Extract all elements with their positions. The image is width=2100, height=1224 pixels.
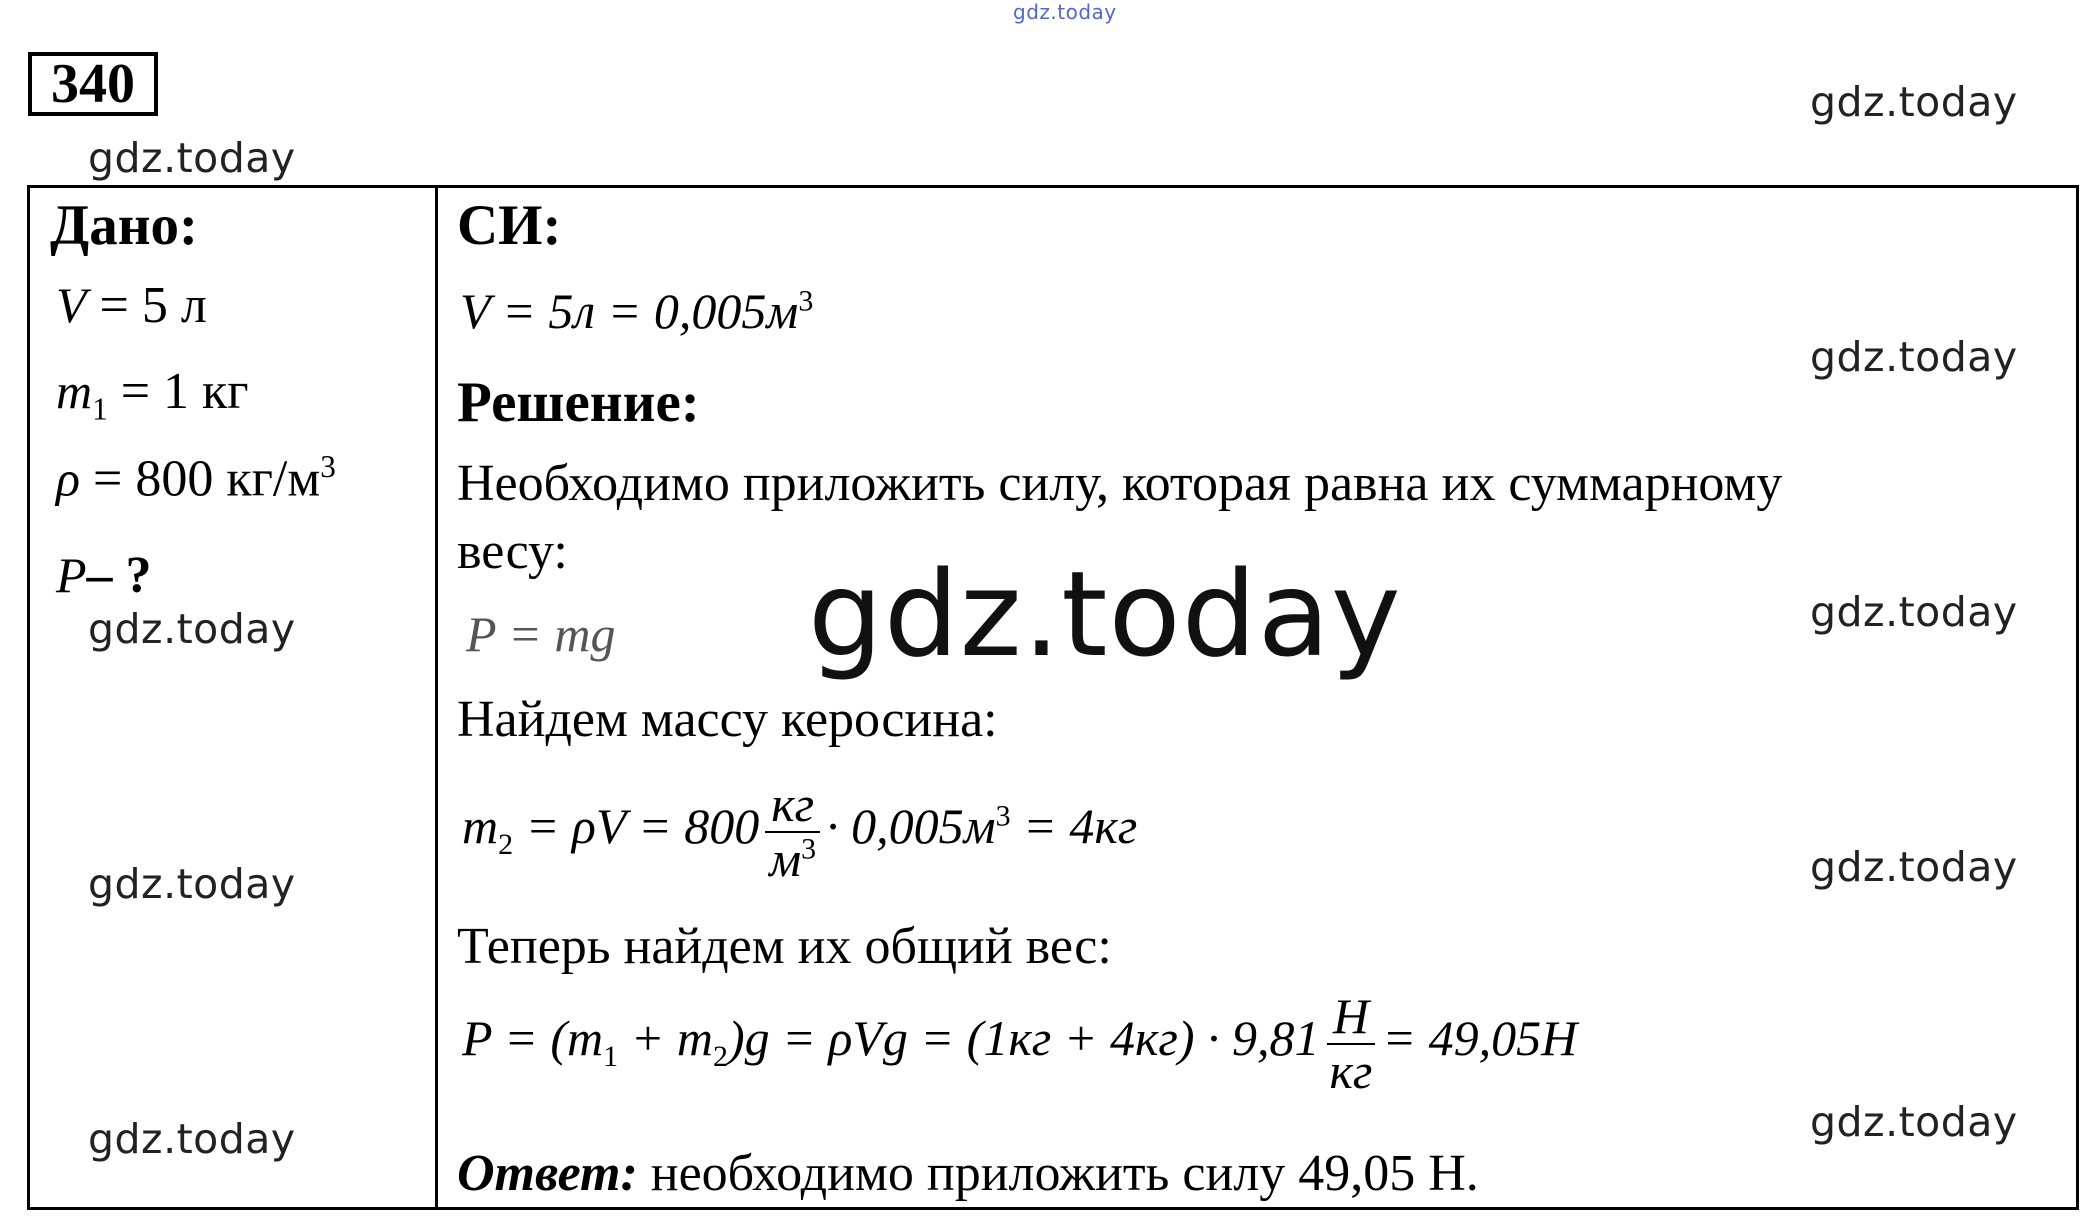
formula-mass: $m_2 = \rho V = 800$ $\frac{кг}{м^3}$ · $0,005м^3 = 4кг$ — [462, 776, 1138, 887]
si-conversion: $V = 5л = 0,005м^3$ — [460, 283, 814, 339]
given-heading: Дано: — [50, 194, 199, 257]
fraction-n-per-kg: $\frac{Н}{кг}$ — [1324, 990, 1379, 1097]
watermark-top: gdz.today — [1013, 0, 1117, 24]
column-divider — [435, 185, 438, 1210]
formula-total-weight: $P = (m_1 + m_2)g = \rho Vg = (1кг + 4кг) \cdot 9,81$ $\frac{Н}{кг}$ = 49,05Н — [462, 988, 1578, 1099]
solution-text-mass: Найдем массу керосина: — [457, 691, 998, 748]
solution-heading: Решение: — [457, 371, 700, 434]
formula-weight: P = mg — [466, 606, 616, 662]
given-volume: V = 5 л — [56, 277, 207, 334]
given-mass1: $m_1 = 1$ кг — [56, 363, 249, 427]
problem-number: 340 — [28, 52, 158, 116]
given-find: P– ? — [56, 547, 152, 604]
watermark: gdz.today — [88, 134, 296, 182]
watermark: gdz.today — [88, 1115, 296, 1163]
solution-text-line2: весу: — [457, 523, 568, 580]
answer: Ответ: необходимо приложить силу 49,05 Н. — [457, 1145, 1479, 1202]
watermark-large: gdz.today — [808, 545, 1402, 683]
solution-text-weight: Теперь найдем их общий вес: — [457, 918, 1112, 975]
watermark: gdz.today — [1810, 588, 2018, 636]
answer-label: Ответ: — [457, 1145, 638, 1202]
watermark: gdz.today — [88, 605, 296, 653]
fraction-kg-per-m3: $\frac{кг}{м^3}$ — [763, 778, 822, 885]
watermark: gdz.today — [88, 860, 296, 908]
si-heading: СИ: — [457, 194, 562, 257]
watermark: gdz.today — [1810, 333, 2018, 381]
watermark: gdz.today — [1810, 1098, 2018, 1146]
given-density: ρ = 800 $кг/м^3$ — [56, 449, 336, 508]
solution-text-line1: Необходимо приложить силу, которая равна их суммарному — [457, 455, 1783, 512]
watermark: gdz.today — [1810, 843, 2018, 891]
watermark: gdz.today — [1810, 78, 2018, 126]
